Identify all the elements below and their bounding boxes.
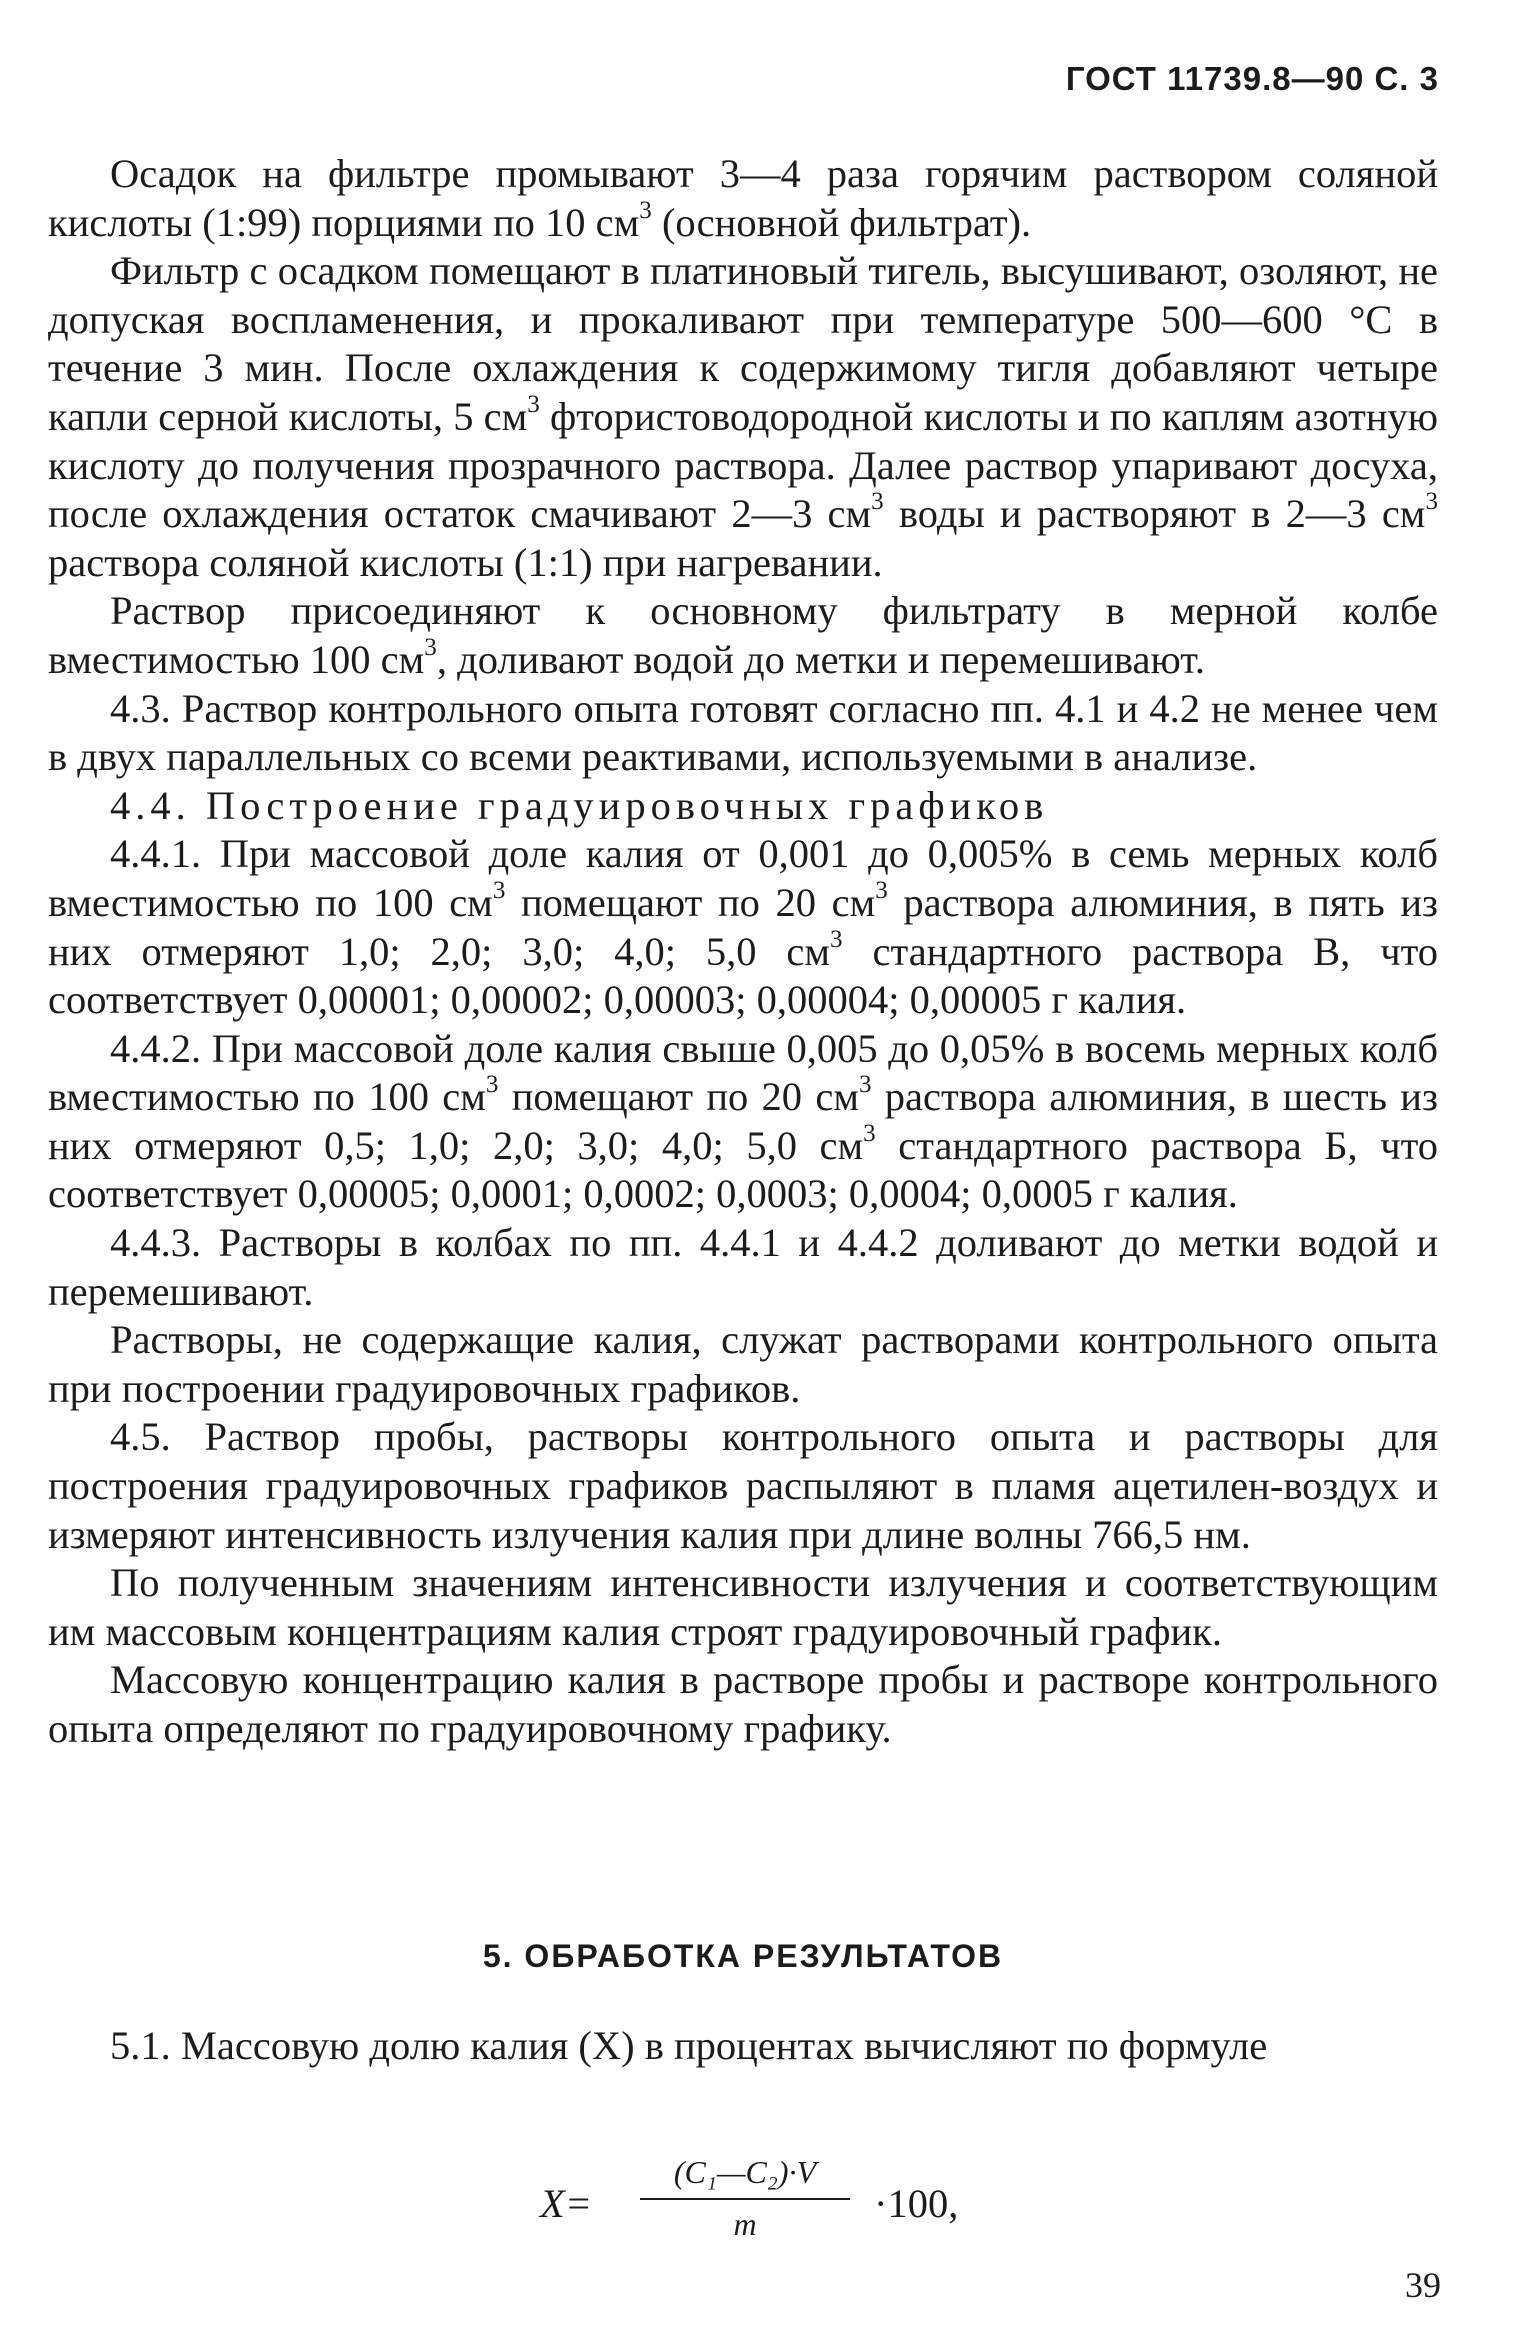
formula — [540, 2150, 1000, 2260]
formula-numerator: (C₁—C₂)·V — [673, 2154, 817, 2190]
section-body — [48, 2022, 1438, 2070]
paragraph: По полученным значениям интенсивности излучения и соответствующим им массовым концентрациям калия строят градуировочный график. — [48, 1560, 1438, 1654]
paragraph: Фильтр с осадком помещают в платиновый тигель, высушивают, озоляют, не допуская воспламенения, и прокаливают при температуре 500—600 °С в течение 3 мин. После охлаждения к содержимому тигля добавляют четыре капли серной кислоты, 5 $см^3$ фтористоводородной кислоты и по каплям азотную кислоту до получения прозрачного раствора. Далее раствор упаривают досуха, после охлаждения остаток смачивают 2—3 $см^3$ воды и растворяют в 2—3 $см^3$ раствора соляной кислоты (1:1) при нагревании. — [48, 248, 1438, 585]
formula-lhs: X= — [540, 2181, 593, 2226]
paragraph: Массовую концентрацию калия в растворе пробы и растворе контрольного опыта определяют по градуировочному графику. — [48, 1657, 1438, 1751]
paragraph: 4.4.3. Растворы в колбах по пп. 4.4.1 и 4.4.2 доливают до метки водой и перемешивают. — [48, 1220, 1438, 1314]
paragraph: 4.5. Раствор пробы, растворы контрольного опыта и растворы для построения градуировочных графиков распыляют в пламя ацетилен-воздух и измеряют интенсивность излучения калия при длине волны 766,5 нм. — [48, 1414, 1438, 1557]
page-header: ГОСТ 11739.8—90 С. 3 — [1065, 60, 1439, 97]
fraction-bar — [640, 2198, 850, 2200]
paragraph: Раствор присоединяют к основному фильтрату в мерной колбе вместимостью 100 $см^3$, доливают водой до метки и перемешивают. — [48, 588, 1438, 682]
section-title: 5. ОБРАБОТКА РЕЗУЛЬТАТОВ — [482, 1938, 1004, 1974]
paragraph: 4.3. Раствор контрольного опыта готовят согласно пп. 4.1 и 4.2 не менее чем в двух параллельных со всеми реактивами, используемыми в анализе. — [48, 685, 1438, 780]
formula-fraction — [640, 2150, 850, 2244]
formula-rhs: ·100, — [874, 2181, 959, 2226]
paragraph: Осадок на фильтре промывают 3—4 раза горячим раствором соляной кислоты (1:99) порциями по 10 $см^3$ (основной фильтрат). — [48, 151, 1438, 245]
subsection-heading: 4.4. Построение градуировочных графиков — [110, 782, 1049, 828]
page-number: 39 — [1405, 2265, 1441, 2305]
formula-denominator: m — [733, 2206, 757, 2242]
paragraph: 5.1. Массовую долю калия (X) в процентах вычисляют по формуле — [110, 2023, 1268, 2068]
body-text — [48, 150, 1438, 1754]
paragraph: 4.4.1. При массовой доле калия от 0,001 до 0,005% в семь мерных колб вместимостью по 100 $см^3$ помещают по 20 $см^3$ раствора алюминия, в пять из них отмеряют 1,0; 2,0; 3,0; 4,0; 5,0 $см^3$ стандартного раствора В, что соответствует 0,00001; 0,00002; 0,00003; 0,00004; 0,00005 г калия. — [48, 831, 1438, 1023]
paragraph: 4.4.2. При массовой доле калия свыше 0,005 до 0,05% в восемь мерных колб вместимостью по 100 $см^3$ помещают по 20 $см^3$ раствора алюминия, в шесть из них отмеряют 0,5; 1,0; 2,0; 3,0; 4,0; 5,0 $см^3$ стандартного раствора Б, что соответствует 0,00005; 0,0001; 0,0002; 0,0003; 0,0004; 0,0005 г калия. — [48, 1025, 1438, 1217]
paragraph: Растворы, не содержащие калия, служат растворами контрольного опыта при построении градуировочных графиков. — [48, 1317, 1438, 1411]
